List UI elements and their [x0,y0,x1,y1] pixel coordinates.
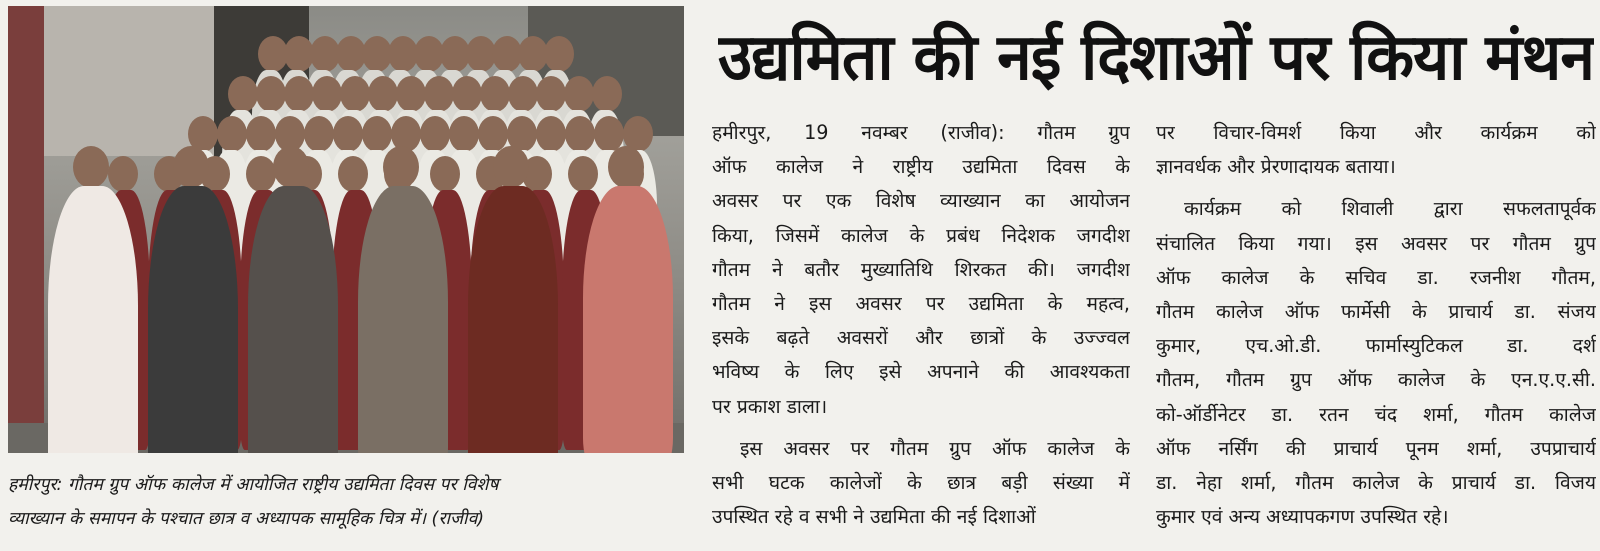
photo-person-head [452,76,482,112]
article-line: गौतम ने बतौर मुख्यातिथि शिरकत की। जगदीश [712,257,1130,281]
article-line: कुमार, एच.ओ.डी. फार्मास्युटिकल डा. दर्श [1156,334,1596,358]
photo-person-head [108,156,138,192]
photo-person-head [217,116,247,152]
article-line: को-ऑर्डीनेटर डा. रतन चंद शर्मा, गौतम कालेज [1156,402,1596,426]
article-line: गौतम कालेज ऑफ फार्मेसी के प्राचार्य डा. संजय [1156,299,1596,323]
photo-person-head [284,76,314,112]
photo-person-head [246,156,276,192]
article-line: किया, जिसमें कालेज के प्रबंध निदेशक जगदीश [712,223,1130,247]
photo-person-head [536,116,566,152]
article-line: ऑफ नर्सिंग की प्राचार्य पूनम शर्मा, उपप्राचार्य [1156,436,1596,460]
photo-person-head [430,156,460,192]
article-line: कुमार एवं अन्य अध्यापकगण उपस्थित रहे। [1156,505,1449,529]
article-line: भविष्य के लिए इसे अपनाने की आवश्यकता [712,360,1130,384]
article-line: संचालित किया गया। इस अवसर पर गौतम ग्रुप [1156,231,1596,255]
article-line: गौतम ने इस अवसर पर उद्यमिता के महत्व, [712,291,1130,315]
photo-person-head [420,116,450,152]
paragraph-gap [1156,184,1596,192]
photo-person-head [544,36,574,72]
photo-person-head [73,146,109,188]
photo-person-head [493,146,529,188]
photo-person-head [608,146,644,188]
photo-person-body [48,186,138,453]
photo-person-head [362,116,392,152]
article-line: ज्ञानवर्धक और प्रेरणादायक बताया। [1156,155,1396,179]
photo-person-head [480,76,510,112]
photo-person-head [304,116,334,152]
photo-person-head [536,76,566,112]
article-headline: उद्यमिता की नई दिशाओं पर किया मंथन [718,21,1594,95]
caption-line: व्याख्यान के समापन के पश्चात छात्र व अध्यापक सामूहिक चित्र में। (राजीव) [8,509,485,530]
photo-person-body [468,186,558,453]
photo-person-head [273,146,309,188]
photo-person-head [396,76,426,112]
article-line: इसके बढ़ते अवसरों और छात्रों के उज्ज्वल [712,326,1130,350]
photo-person-head [508,76,538,112]
photo-person-head [564,76,594,112]
photo-person-body [148,186,238,453]
photo-caption [8,470,684,538]
article-line: सभी घटक कालेजों के छात्र बड़ी संख्या में [712,470,1130,494]
photo-person-head [312,76,342,112]
photo-person-head [228,76,258,112]
photo-person-head [173,146,209,188]
photo-person-body [248,186,338,453]
article-line: पर विचार-विमर्श किया और कार्यक्रम को [1156,121,1596,144]
photo-wall-left [8,6,44,453]
article-column-2 [1156,116,1596,534]
photo-person-head [256,76,286,112]
article-line: ऑफ कालेज ने राष्ट्रीय उद्यमिता दिवस के [712,155,1130,179]
article-line: कार्यक्रम को शिवाली द्वारा सफलतापूर्वक [1184,197,1596,221]
group-photo [8,6,684,453]
article-line: हमीरपुर, 19 नवम्बर (राजीव): गौतम ग्रुप [712,121,1130,144]
photo-person-head [568,156,598,192]
photo-person-head [449,116,479,152]
article-line: उपस्थित रहे व सभी ने उद्यमिता की नई दिशाओं [712,505,1036,529]
article-column-1 [712,116,1130,534]
article-line: ऑफ कालेज के सचिव डा. रजनीश गौतम, [1156,265,1596,289]
photo-person-head [565,116,595,152]
photo-person-head [338,156,368,192]
photo-person-head [592,76,622,112]
article-line: अवसर पर एक विशेष व्याख्यान का आयोजन [712,189,1130,213]
article-line: इस अवसर पर गौतम ग्रुप ऑफ कालेज के [740,436,1130,460]
article-line: गौतम, गौतम ग्रुप ऑफ कालेज के एन.ए.ए.सी. [1156,368,1596,392]
article-line: डा. नेहा शर्मा, गौतम कालेज के प्राचार्य डा. विजय [1156,470,1596,494]
photo-person-body [358,186,448,453]
photo-person-head [246,116,276,152]
caption-line: हमीरपुर: गौतम ग्रुप ऑफ कालेज में आयोजित राष्ट्रीय उद्यमिता दिवस पर विशेष [8,475,499,495]
photo-person-head [368,76,398,112]
photo-person-head [383,146,419,188]
paragraph-gap [712,424,1130,432]
article-line: पर प्रकाश डाला। [712,394,828,418]
photo-person-head [424,76,454,112]
photo-person-head [333,116,363,152]
photo-person-head [340,76,370,112]
photo-person-body [583,186,673,453]
